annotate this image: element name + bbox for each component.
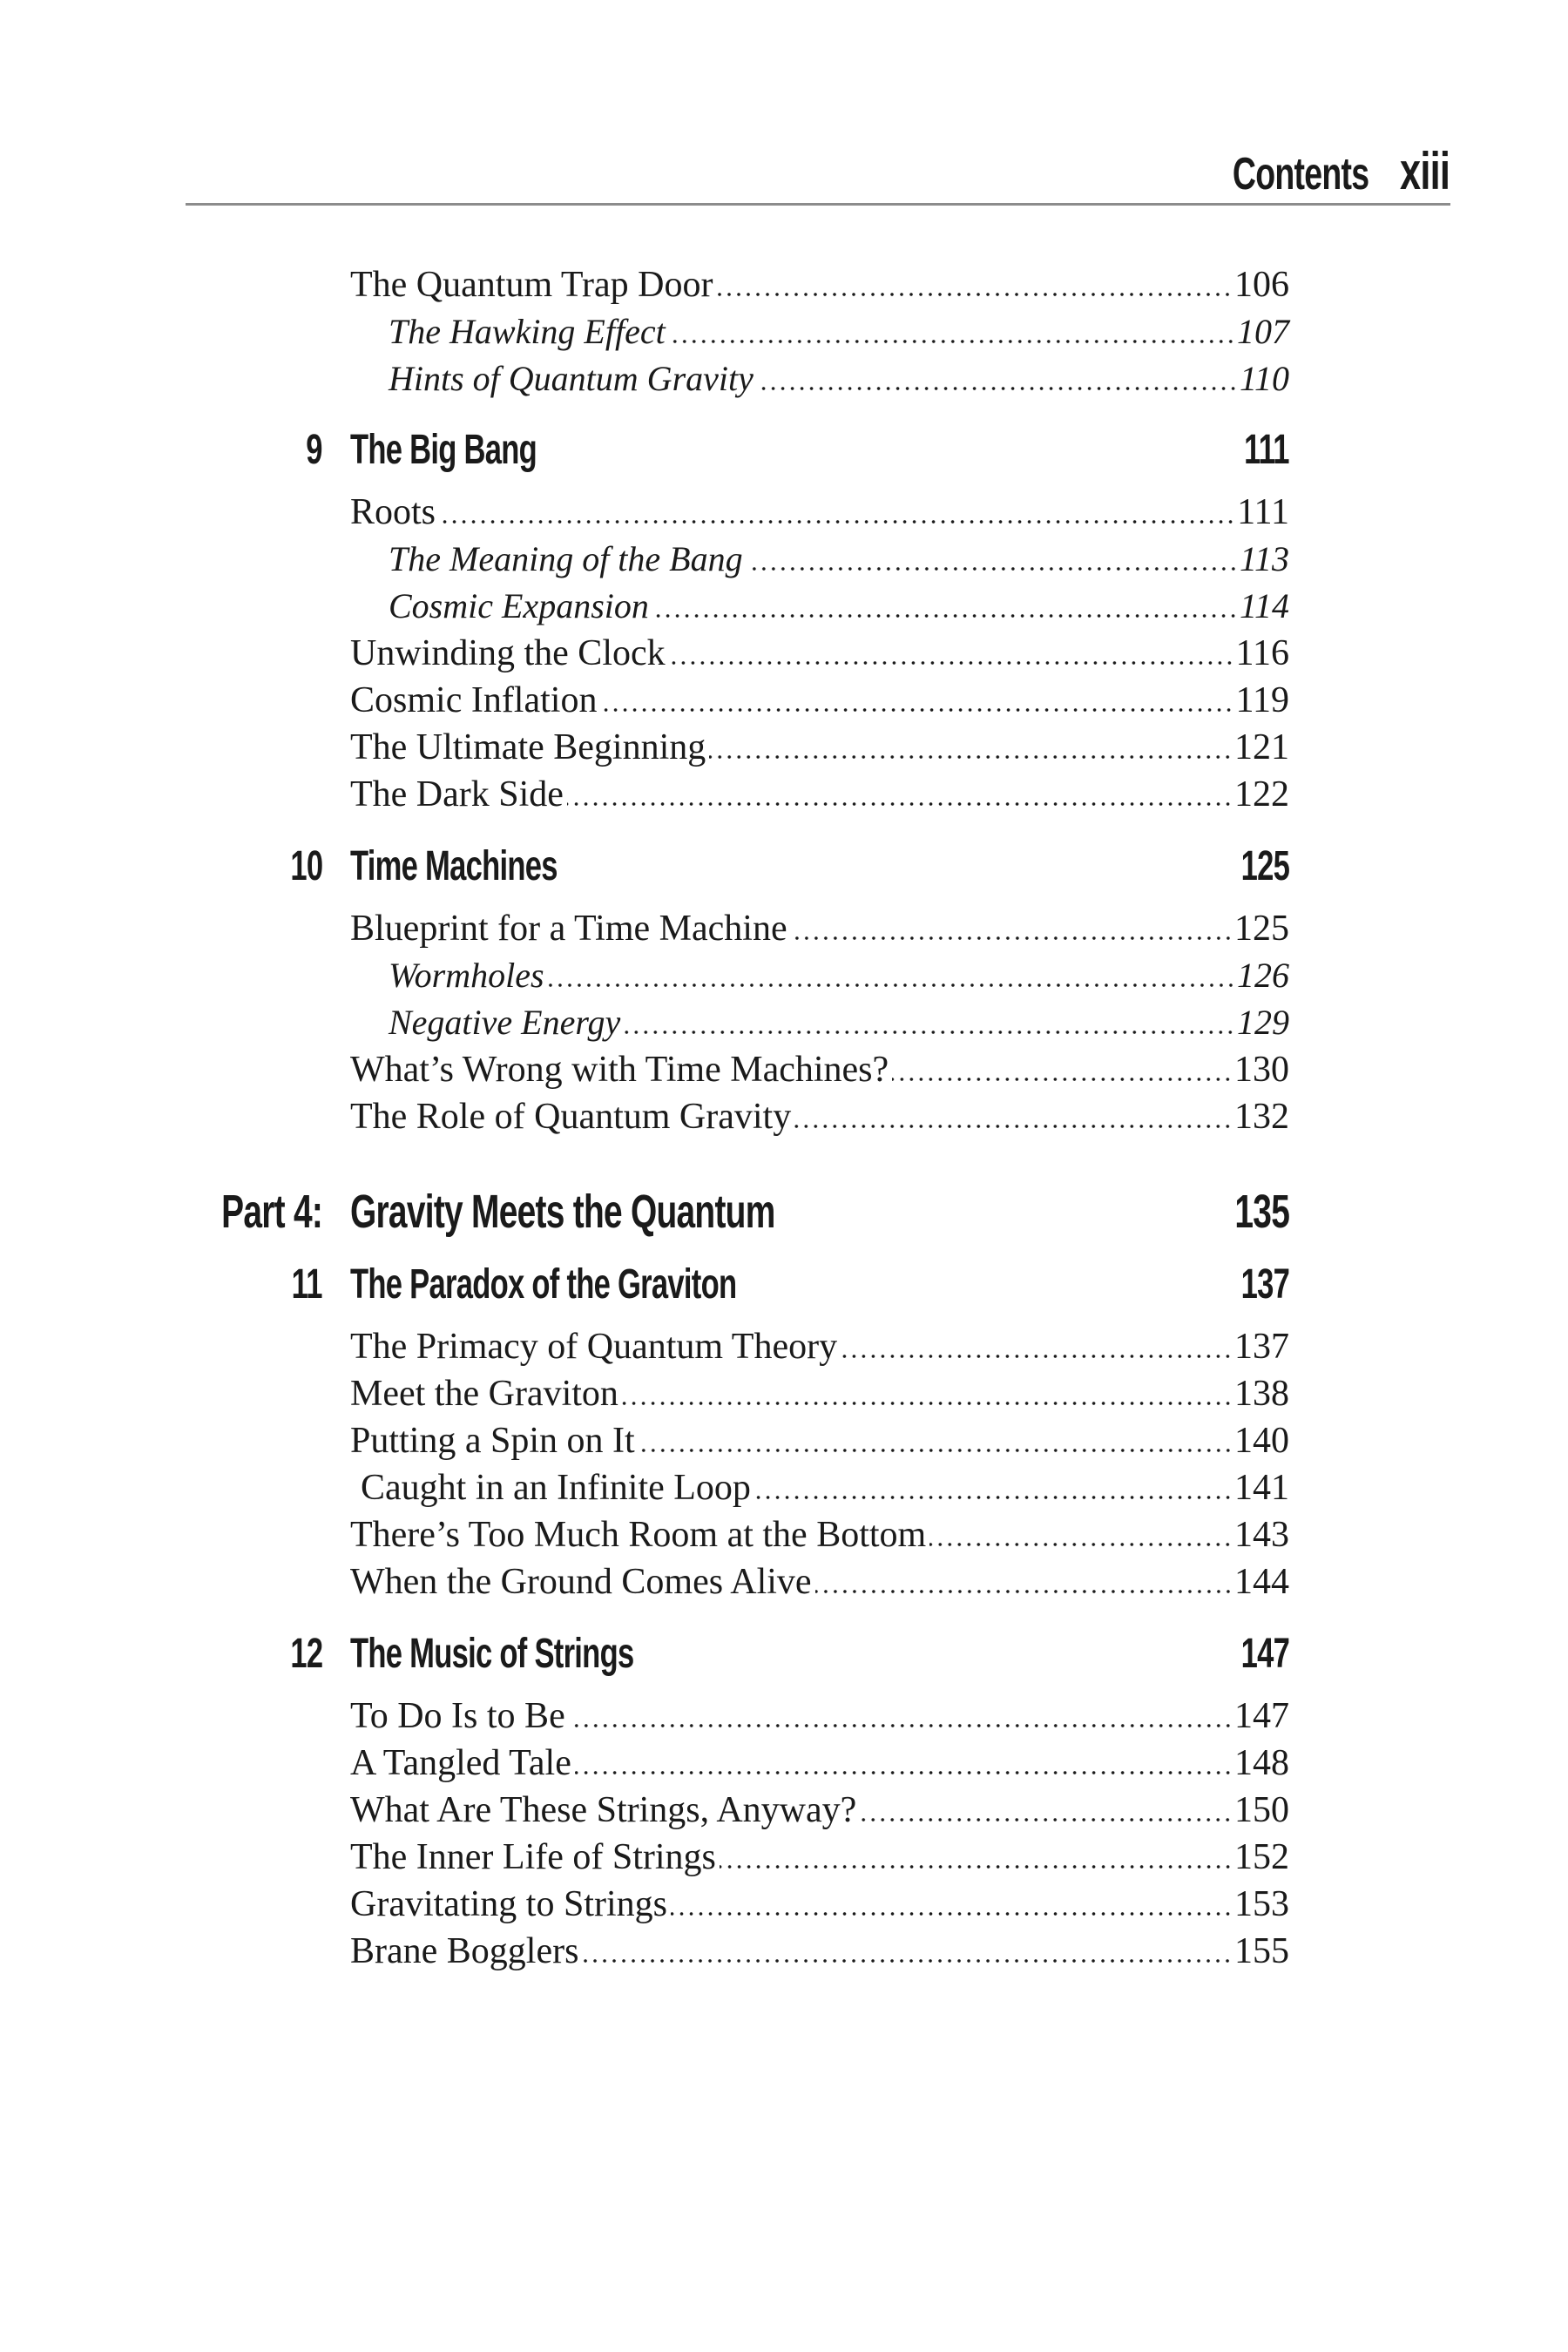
chapter-heading-11 (0, 1256, 1568, 1314)
toc-entry (350, 1370, 1289, 1417)
entry-label: To Do Is to Be (350, 1696, 565, 1736)
entry-page: 111 (1237, 492, 1289, 532)
entry-label: Cosmic Expansion (389, 586, 649, 625)
dot-leader (671, 1910, 1233, 1917)
chapter-page: 111 (1244, 427, 1289, 473)
entry-page: 152 (1234, 1837, 1289, 1877)
entry-page: 106 (1234, 265, 1289, 305)
dot-leader (575, 1769, 1233, 1776)
entry-label: Wormholes (389, 956, 544, 995)
dot-leader (639, 1447, 1233, 1454)
chapter-number: 11 (291, 1261, 322, 1308)
toc-entry (350, 1928, 1289, 1975)
dot-leader (757, 385, 1238, 392)
chapter-title: Time Machines (350, 843, 558, 889)
dot-leader (794, 1123, 1233, 1130)
chapter-heading-12 (0, 1625, 1568, 1683)
dot-leader (716, 291, 1233, 298)
entry-page: 144 (1234, 1562, 1289, 1602)
toc-entry (350, 1511, 1289, 1558)
chapter-heading-9 (0, 422, 1568, 479)
header-title: Contents (1232, 149, 1369, 199)
toc-entry (350, 489, 1289, 536)
entry-page: 143 (1234, 1515, 1289, 1555)
dot-leader (669, 338, 1235, 345)
entry-page: 132 (1234, 1097, 1289, 1137)
dot-leader (439, 518, 1235, 525)
toc-entry (350, 1417, 1289, 1464)
toc-subentry (389, 355, 1289, 402)
dot-leader (567, 801, 1233, 808)
chapter-number: 12 (289, 1631, 322, 1677)
toc-entry (350, 261, 1289, 308)
part-heading-4 (0, 1183, 1568, 1240)
entry-page: 121 (1234, 727, 1289, 767)
entry-label: Gravitating to Strings (350, 1884, 667, 1924)
entry-page: 155 (1234, 1931, 1289, 1971)
entry-page: 122 (1234, 774, 1289, 814)
toc-entry (350, 771, 1289, 818)
entry-label: Hints of Quantum Gravity (389, 359, 754, 398)
running-header (1233, 141, 1450, 201)
entry-label: The Primacy of Quantum Theory (350, 1327, 838, 1367)
chapter-number: 10 (289, 843, 322, 889)
entry-label: The Quantum Trap Door (350, 265, 713, 305)
toc-entry (350, 1558, 1289, 1605)
toc-subentry (389, 999, 1289, 1046)
dot-leader (754, 1494, 1233, 1501)
part-title: Gravity Meets the Quantum (350, 1186, 775, 1238)
entry-label: The Inner Life of Strings (350, 1837, 716, 1877)
dot-leader (892, 1076, 1233, 1083)
part-number: Part 4: (221, 1186, 322, 1238)
chapter-page: 125 (1240, 843, 1289, 889)
entry-label: Cosmic Inflation (350, 680, 598, 720)
entry-page: 113 (1239, 539, 1289, 578)
entry-page: 110 (1239, 359, 1289, 398)
toc-entry (350, 1323, 1289, 1370)
entry-page: 150 (1234, 1790, 1289, 1830)
entry-label: Roots (350, 492, 436, 532)
entry-page: 153 (1234, 1884, 1289, 1924)
dot-leader (624, 1029, 1235, 1036)
entry-page: 148 (1234, 1743, 1289, 1783)
chapter-page: 147 (1240, 1631, 1289, 1677)
dot-leader (548, 982, 1235, 989)
header-page-number: xiii (1399, 142, 1450, 200)
entry-label: The Ultimate Beginning (350, 727, 706, 767)
entry-label: Caught in an Infinite Loop (361, 1468, 751, 1508)
toc-subentry (389, 583, 1289, 630)
entry-label: Brane Bogglers (350, 1931, 579, 1971)
toc-entry (350, 1693, 1289, 1740)
entry-label: Unwinding the Clock (350, 633, 666, 673)
entry-page: 107 (1237, 312, 1289, 351)
entry-page: 116 (1235, 633, 1289, 673)
entry-label: There’s Too Much Room at the Bottom (350, 1515, 927, 1555)
entry-label: Putting a Spin on It (350, 1421, 635, 1461)
entry-label: What Are These Strings, Anyway? (350, 1790, 857, 1830)
toc-subentry (389, 536, 1289, 583)
toc-entry (350, 1834, 1289, 1881)
toc-entry (350, 724, 1289, 771)
entry-page: 137 (1234, 1327, 1289, 1367)
header-rule (186, 203, 1450, 206)
entry-label: Negative Energy (389, 1003, 621, 1042)
toc-subentry (389, 952, 1289, 999)
toc-entry (350, 1787, 1289, 1834)
dot-leader (622, 1400, 1233, 1407)
entry-page: 119 (1235, 680, 1289, 720)
entry-label: Blueprint for a Time Machine (350, 909, 787, 949)
entry-label: The Role of Quantum Gravity (350, 1097, 792, 1137)
toc-entry (350, 1046, 1289, 1093)
dot-leader (791, 935, 1233, 942)
toc-entry (350, 1740, 1289, 1787)
dot-leader (815, 1588, 1233, 1595)
entry-label: The Meaning of the Bang (389, 539, 743, 578)
toc-entry (350, 677, 1289, 724)
chapter-title: The Big Bang (350, 427, 537, 473)
entry-page: 138 (1234, 1374, 1289, 1414)
toc-subentry (389, 308, 1289, 355)
dot-leader (860, 1816, 1233, 1823)
dot-leader (720, 1863, 1233, 1870)
toc-entry (350, 905, 1289, 952)
entry-label: When the Ground Comes Alive (350, 1562, 812, 1602)
chapter-heading-10 (0, 838, 1568, 896)
dot-leader (652, 612, 1238, 619)
entry-page: 130 (1234, 1050, 1289, 1090)
dot-leader (929, 1541, 1233, 1548)
entry-label: What’s Wrong with Time Machines? (350, 1050, 889, 1090)
dot-leader (709, 754, 1233, 760)
toc-entry (350, 1093, 1289, 1140)
dot-leader (569, 1722, 1233, 1729)
entry-page: 129 (1237, 1003, 1289, 1042)
toc-entry (350, 1881, 1289, 1928)
chapter-number: 9 (306, 427, 322, 473)
entry-page: 147 (1234, 1696, 1289, 1736)
entry-label: The Hawking Effect (389, 312, 666, 351)
dot-leader (600, 706, 1233, 713)
chapter-title: The Music of Strings (350, 1631, 634, 1677)
entry-label: The Dark Side (350, 774, 564, 814)
entry-page: 125 (1234, 909, 1289, 949)
entry-page: 141 (1234, 1468, 1289, 1508)
entry-page: 126 (1237, 956, 1289, 995)
part-page: 135 (1234, 1186, 1289, 1238)
entry-label: A Tangled Tale (350, 1743, 571, 1783)
toc-entry (361, 1464, 1289, 1511)
chapter-title: The Paradox of the Graviton (350, 1261, 737, 1308)
entry-label: Meet the Graviton (350, 1374, 618, 1414)
entry-page: 114 (1239, 586, 1289, 625)
dot-leader (669, 659, 1234, 666)
chapter-page: 137 (1240, 1261, 1289, 1308)
toc-entry (350, 630, 1289, 677)
dot-leader (841, 1353, 1233, 1360)
dot-leader (747, 565, 1238, 572)
dot-leader (582, 1957, 1233, 1964)
entry-page: 140 (1234, 1421, 1289, 1461)
